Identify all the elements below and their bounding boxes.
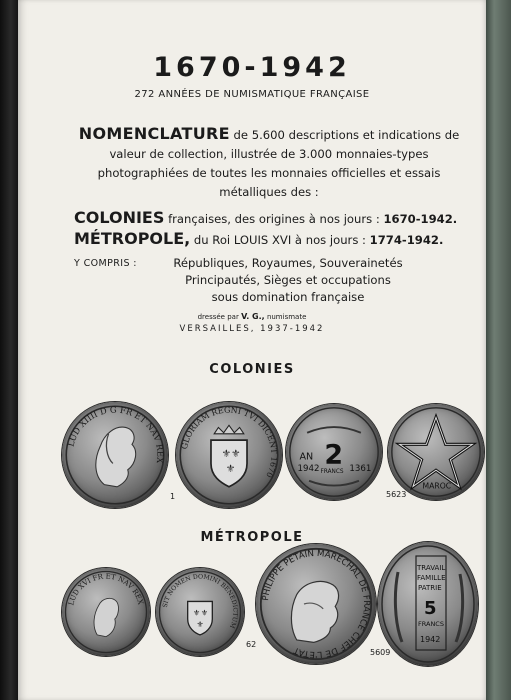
author-credit — [18, 312, 486, 321]
coin-maroc-2-francs — [286, 404, 382, 500]
author-prefix: dressée par — [197, 313, 239, 321]
svg-text:⚜: ⚜ — [196, 619, 204, 629]
coin-number: 1 — [170, 492, 176, 501]
coin-legend: LUD XIIII D G FR ET NAV REX — [65, 404, 166, 464]
svg-text:⚜: ⚜ — [192, 608, 201, 618]
page-years-title: 1670-1942 — [153, 52, 351, 83]
coin-legend: 1361 — [349, 464, 372, 475]
coin-maroc-star-reverse — [388, 404, 484, 500]
coin-legend: FRANCS — [320, 469, 344, 476]
colonies-line — [74, 208, 466, 227]
svg-text:⚜: ⚜ — [231, 448, 241, 461]
colonies-line-text: françaises, des origines à nos jours : — [168, 212, 380, 226]
coin-legend: TRAVAIL — [417, 564, 446, 572]
coin-legend: LUD XVI FR ET NAV REX — [66, 571, 146, 607]
book-cover-edge — [483, 0, 511, 700]
coin-legend: SIT NOMEN DOMINI BENEDICTUM — [161, 573, 239, 630]
coin-legend: GLORIAM REGNI TVI DICENT 1670 — [179, 405, 279, 480]
coin-etat-francais-5-francs — [378, 542, 478, 666]
book-spine — [0, 0, 18, 700]
coin-legend: MAROC — [422, 481, 452, 491]
coin-legend: PHILIPPE PETAIN MARECHAL DE FRANCE CHEF DE L'ETAT — [261, 548, 372, 660]
y-compris-list — [158, 255, 418, 306]
coin-number: 5623 — [386, 490, 407, 499]
colonies-line-title: COLONIES — [74, 208, 165, 227]
nomenclature-title: NOMENCLATURE — [78, 124, 230, 143]
y-compris-label: Y COMPRIS : — [74, 258, 137, 269]
place-date: VERSAILLES, 1937-1942 — [179, 324, 325, 334]
svg-text:⚜: ⚜ — [225, 462, 236, 475]
section-title-colonies: COLONIES — [209, 362, 295, 377]
coin-legend: FRANCS — [418, 620, 444, 628]
book-page — [18, 0, 486, 700]
metropole-line-years: 1774-1942. — [369, 233, 444, 247]
section-title-metropole: MÉTROPOLE — [200, 530, 304, 545]
svg-text:⚜: ⚜ — [221, 448, 232, 461]
author-suffix: numismate — [266, 313, 307, 321]
nomenclature-text: de 5.600 descriptions et indications de valeur de collection, illustrée de 3.000 monnaies-types photographiées de toutes les monnaies officielles et essais métalliques des : — [97, 128, 460, 199]
y-compris-line: Républiques, Royaumes, Souverainetés — [173, 256, 403, 270]
y-compris-line: sous domination française — [211, 290, 365, 304]
coin-legend: AN — [299, 451, 314, 463]
coin-louis-xiv-reverse — [176, 402, 282, 508]
colonies-line-years: 1670-1942. — [383, 212, 458, 226]
coin-number: 5609 — [370, 648, 391, 657]
coin-legend: 2 — [324, 439, 344, 471]
coin-louis-xvi-reverse — [156, 568, 244, 656]
coin-louis-xvi-obverse — [62, 568, 150, 656]
coin-louis-xiv-obverse — [62, 402, 168, 508]
coin-legend: 5 — [424, 598, 437, 619]
page-subtitle: 272 ANNÉES DE NUMISMATIQUE FRANÇAISE — [134, 89, 370, 100]
coin-number: 62 — [246, 640, 257, 649]
metropole-line-text: du Roi LOUIS XVI à nos jours : — [193, 233, 366, 247]
coin-legend: 1942 — [297, 464, 320, 475]
coin-legend: FAMILLE — [417, 574, 446, 582]
nomenclature-paragraph — [74, 124, 464, 202]
coin-legend: 1942 — [420, 635, 441, 644]
coin-legend: PATRIE — [418, 584, 442, 592]
y-compris-line: Principautés, Sièges et occupations — [185, 273, 391, 287]
metropole-line-title: MÉTROPOLE, — [74, 229, 191, 248]
coin-petain-obverse — [256, 544, 376, 664]
author-name: V. G., — [241, 312, 265, 321]
svg-text:⚜: ⚜ — [200, 608, 208, 618]
metropole-line — [74, 229, 466, 248]
